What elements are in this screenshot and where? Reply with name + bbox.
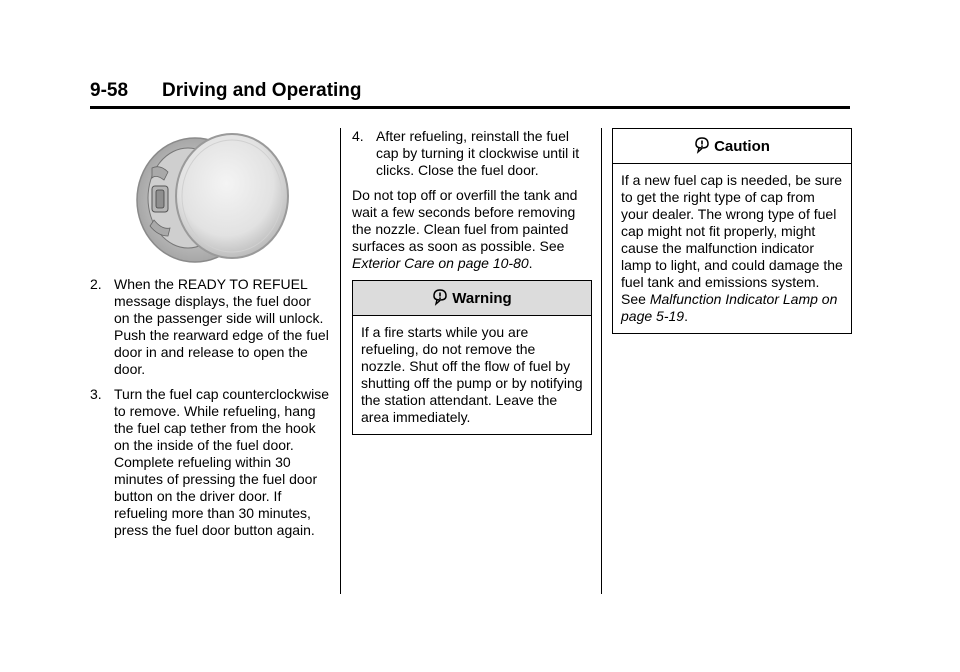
steps-list [90, 276, 330, 547]
step-text: Turn the fuel cap counterclockwise to remove. While refueling, hang the fuel cap tether from the hook on the inside of the fuel door. Complete refueling within 30 minutes of pressing the fuel door button on the driver door. If refueling more than 30 minutes, press the fuel door button again. [114, 386, 330, 538]
paragraph-end: . [528, 255, 533, 271]
column-divider [340, 128, 341, 594]
section-title: Driving and Operating [162, 80, 362, 101]
warning-text: If a fire starts while you are refueling, do not remove the nozzle. Shut off the flow of fuel by shutting off the pump or by notifying the station attendant. Leave the area immediately. [361, 324, 583, 425]
paragraph-text: Do not top off or overfill the tank and wait a few seconds before removing the nozzle. Clean fuel from painted surfaces as soon as possible. See [352, 187, 578, 254]
column-2 [352, 128, 592, 435]
warning-header [353, 281, 591, 316]
list-item [352, 128, 592, 179]
caution-icon [694, 137, 710, 155]
caution-title: Caution [714, 137, 770, 155]
page-header [90, 80, 850, 109]
list-item [90, 386, 330, 539]
caution-body [613, 164, 851, 333]
step-text: When the READY TO REFUEL message displays, the fuel door on the passenger side will unlock. Push the rearward edge of the fuel door in and release to open the door. [114, 276, 329, 377]
caution-box [612, 128, 852, 334]
cross-reference-link[interactable]: Malfunction Indicator Lamp on page 5-19 [621, 291, 838, 324]
column-3 [612, 128, 852, 334]
column-divider [601, 128, 602, 594]
cross-reference-link[interactable]: Exterior Care on page 10-80 [352, 255, 529, 271]
warning-box [352, 280, 592, 435]
step-text: After refueling, reinstall the fuel cap by turning it clockwise until it clicks. Close the fuel door. [376, 128, 580, 178]
step-number: 4. [352, 128, 364, 144]
step-number: 3. [90, 386, 102, 402]
page-number: 9-58 [90, 80, 129, 101]
warning-title: Warning [452, 289, 512, 307]
caution-end: . [684, 308, 688, 324]
warning-icon [432, 289, 448, 307]
body-paragraph [352, 187, 592, 272]
fuel-door-icon [90, 128, 330, 264]
caution-text: If a new fuel cap is needed, be sure to get the right type of cap from your dealer. The wrong type of fuel cap might not fit properly, might cause the malfunction indicator lamp to light, and could damage the fuel tank and emissions system. See [621, 172, 843, 307]
list-item [90, 276, 330, 378]
step-number: 2. [90, 276, 102, 292]
caution-header [613, 129, 851, 164]
